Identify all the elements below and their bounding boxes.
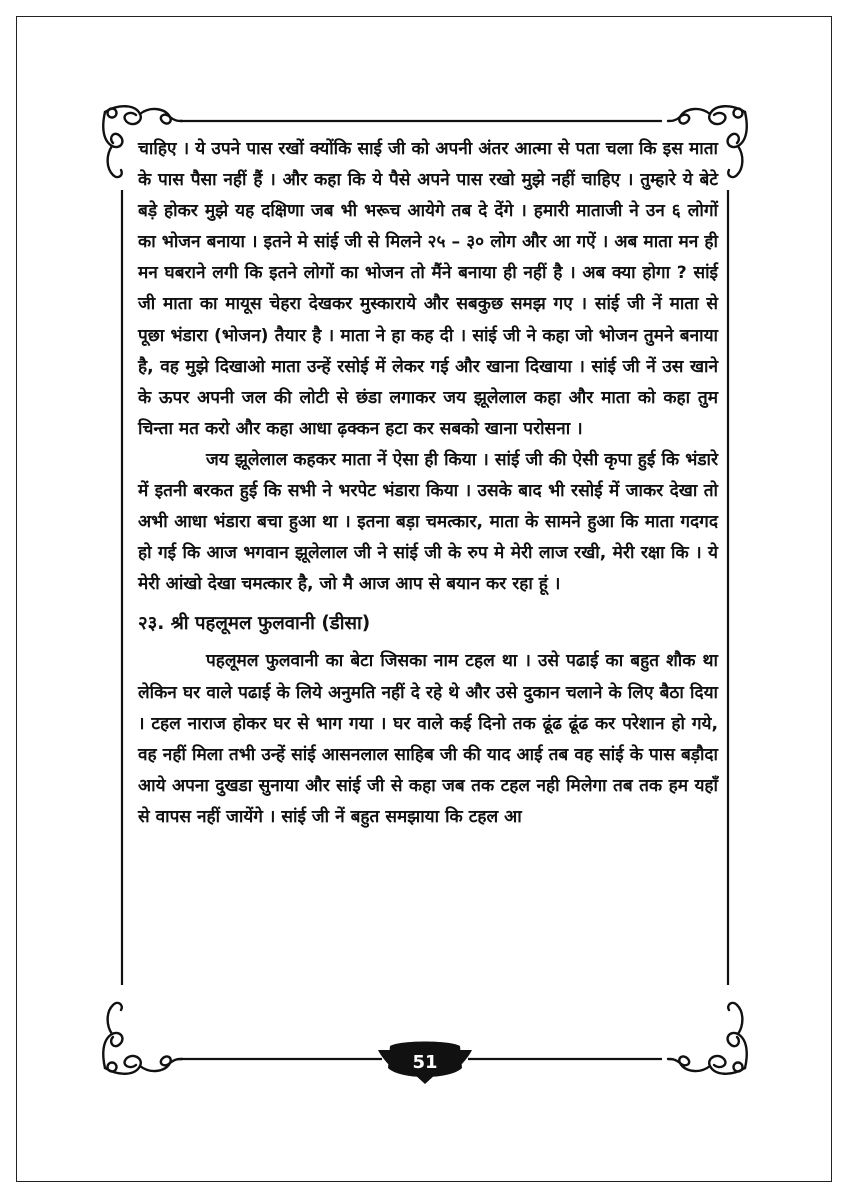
corner-flourish-bottom-right-icon	[668, 1003, 747, 1074]
paragraph-2: जय झूलेलाल कहकर माता नें ऐसा ही किया । सांई जी की ऐसी कृपा हुई कि भंडारे में इतनी बरकत हुई कि सभी ने भरपेट भंडारा किया । उसके बाद भी रसोई में जाकर देखा तो अभी आधा भंडारा बचा हुआ था । इतना बड़ा चमत्कार, माता के सामने हुआ कि माता गदगद हो गई कि आज भगवान झूलेलाल जी ने सांई जी के रुप मे मेरी लाज रखी, मेरी रक्षा कि । ये मेरी आंखो देखा चमत्कार है, जो मै आज आप से बयान कर रहा हूं ।	[138, 449, 718, 595]
page-number: 51	[412, 1051, 438, 1073]
paragraph-1: चाहिए । ये उपने पास रखों क्योंकि साई जी को अपनी अंतर आत्मा से पता चला कि इस माता के पास पैसा नहीं हैं । और कहा कि ये पैसे अपने पास रखो मुझे नहीं चाहिए । तुम्हारे ये बेटे बड़े होकर मुझे यह दक्षिणा जब भी भरूच आयेगे तब दे देंगे । हमारी माताजी ने उन ६ लोगों का भोजन बनाया । इतने मे सांई जी से मिलने २५ – ३० लोग और आ गऐं । अब माता मन ही मन घबराने लगी कि इतने लोगों का भोजन तो मैंने बनाया ही नहीं है । अब क्या होगा ? सांई जी माता का मायूस चेहरा देखकर मुस्काराये और सबकुछ समझ गए । सांई जी नें माता से पूछा भंडारा (भोजन) तैयार है । माता ने हा कह दी । सांई जी ने कहा जो भोजन तुमने बनाया है, वह मुझे दिखाओ माता उन्हें रसोई में लेकर गई और खाना दिखाया । सांई जी नें उस खाने के ऊपर अपनी जल की लोटी से छंडा लगाकर जय झूलेलाल कहा और माता को कहा तुम चिन्ता मत करो और कहा आधा ढ़क्कन हटा कर सबको खाना परोसना ।	[138, 139, 718, 439]
corner-flourish-bottom-left-icon	[103, 1003, 182, 1074]
page-content	[138, 134, 718, 833]
section-heading: २३. श्री पहलूमल फुलवानी (डीसा)	[138, 613, 371, 635]
paragraph-3: पहलूमल फुलवानी का बेटा जिसका नाम टहल था । उसे पढाई का बहुत शौक था लेकिन घर वाले पढाई के लिये अनुमति नहीं दे रहे थे और उसे दुकान चलाने के लिए बैठा दिया । टहल नाराज होकर घर से भाग गया । घर वाले कई दिनो तक ढूंढ ढूंढ कर परेशान हो गये, वह नहीं मिला तभी उन्हें सांई आसनलाल साहिब जी की याद आई तब वह सांई के पास बड़ौदा आये अपना दुखडा सुनाया और सांई जी से कहा जब तक टहल नही मिलेगा तब तक हम यहाँ से वापस नहीं जायेंगे । सांई जी नें बहुत समझाया कि टहल आ	[138, 651, 718, 827]
